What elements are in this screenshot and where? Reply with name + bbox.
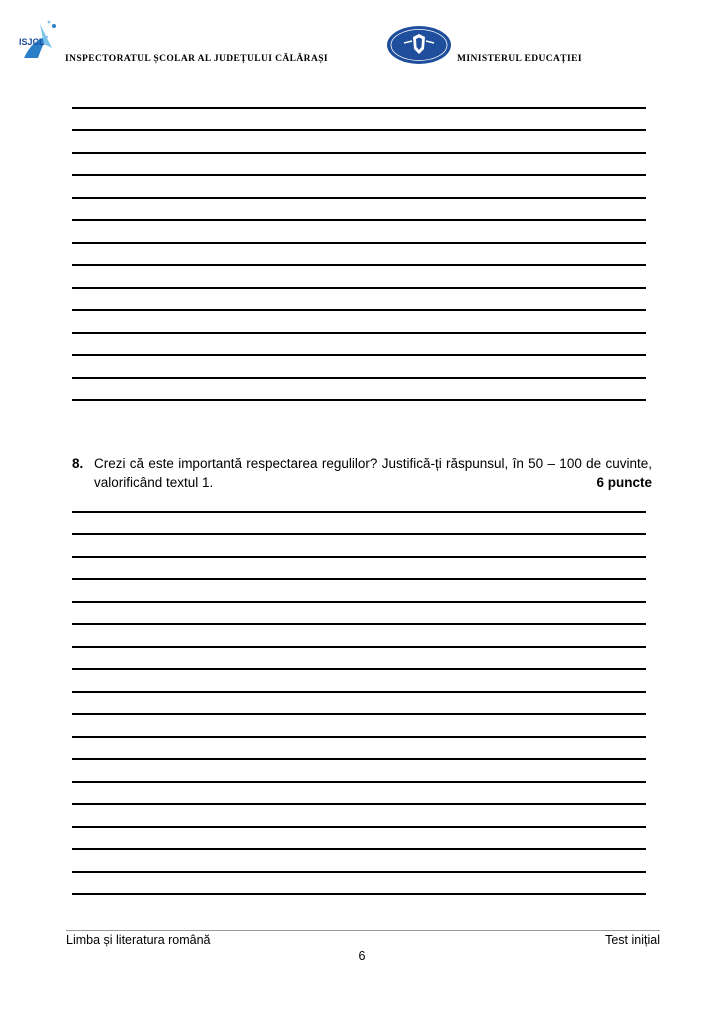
- government-emblem-logo: [386, 25, 452, 65]
- answer-line: [72, 558, 646, 581]
- answer-line: [72, 580, 646, 603]
- answer-line: [72, 311, 646, 334]
- answer-line: [72, 738, 646, 761]
- answer-line: [72, 873, 646, 896]
- isjcl-logo: [18, 18, 62, 62]
- answer-line: [72, 805, 646, 828]
- answer-line: [72, 490, 646, 513]
- answer-line: [72, 783, 646, 806]
- question-points: 6 puncte: [596, 475, 652, 490]
- answer-line: [72, 625, 646, 648]
- answer-line: [72, 535, 646, 558]
- answer-line: [72, 693, 646, 716]
- answer-line: [72, 379, 646, 402]
- answer-line: [72, 109, 646, 132]
- answer-line: [72, 266, 646, 289]
- footer-subject: Limba și literatura română: [66, 933, 211, 947]
- answer-line: [72, 244, 646, 267]
- answer-line: [72, 289, 646, 312]
- answer-line: [72, 670, 646, 693]
- question-8: [72, 454, 652, 492]
- answer-line: [72, 850, 646, 873]
- answer-line: [72, 334, 646, 357]
- answer-lines-top: [72, 86, 646, 401]
- svg-text:ISJCL: ISJCL: [19, 37, 45, 47]
- answer-line: [72, 648, 646, 671]
- answer-line: [72, 221, 646, 244]
- footer-test-type: Test inițial: [605, 933, 660, 947]
- question-number: 8.: [72, 456, 84, 471]
- answer-line: [72, 199, 646, 222]
- answer-line: [72, 86, 646, 109]
- page-number: 6: [358, 949, 366, 963]
- answer-lines-bottom: [72, 490, 646, 895]
- answer-line: [72, 513, 646, 536]
- question-text: Crezi că este importantă respectarea regulilor? Justifică-ți răspunsul, în 50 – 100 de cuvinte, valorificând textul 1.: [94, 456, 652, 490]
- inspectorate-name: INSPECTORATUL ȘCOLAR AL JUDEȚULUI CĂLĂRAȘI: [65, 54, 328, 64]
- answer-line: [72, 760, 646, 783]
- answer-line: [72, 176, 646, 199]
- answer-line: [72, 356, 646, 379]
- answer-line: [72, 603, 646, 626]
- ministry-name: MINISTERUL EDUCAȚIEI: [457, 54, 582, 64]
- answer-line: [72, 154, 646, 177]
- answer-line: [72, 828, 646, 851]
- footer-divider: [66, 930, 660, 931]
- page-header: [0, 0, 724, 80]
- answer-line: [72, 131, 646, 154]
- answer-line: [72, 715, 646, 738]
